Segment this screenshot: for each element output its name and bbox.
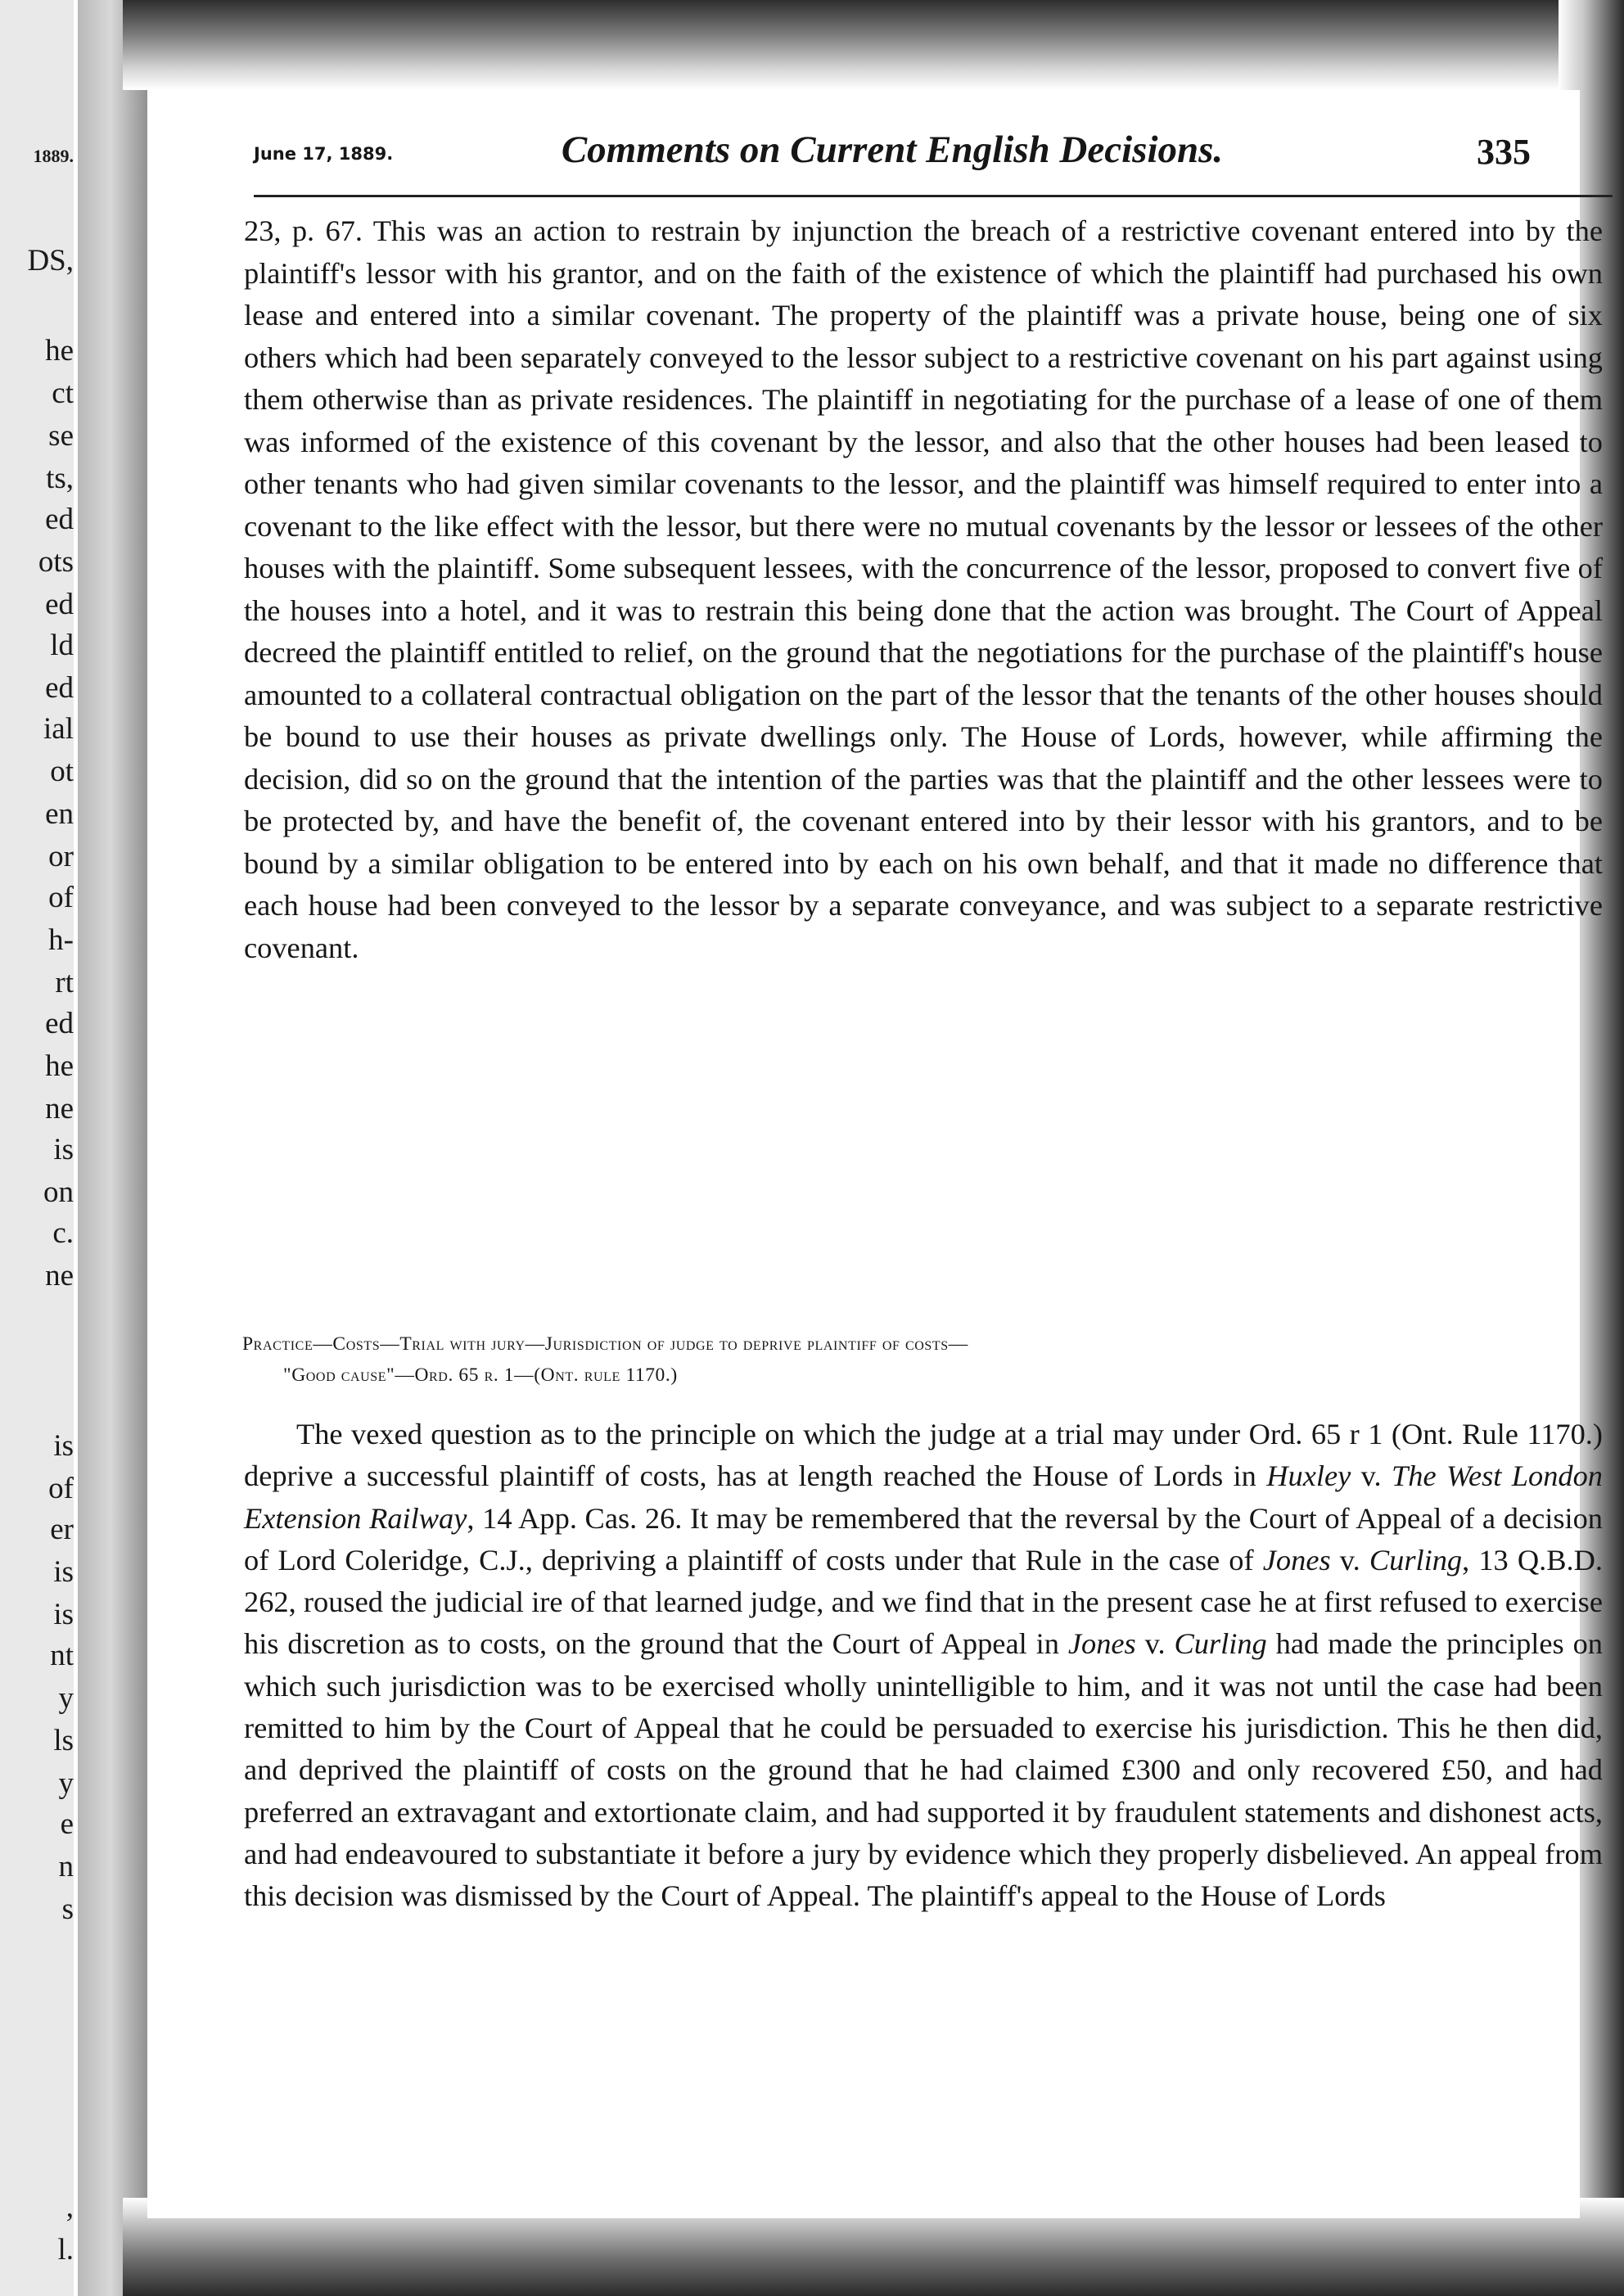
facing-page-fragment: h- bbox=[48, 923, 74, 957]
facing-page-fragment: rt bbox=[55, 966, 74, 999]
facing-page-fragment: e bbox=[60, 1807, 74, 1841]
facing-page-fragment: er bbox=[50, 1513, 74, 1546]
section2-text-d: had made the principles on which such jurisdiction was to be exercised wholly unintelligible to him, and it was not until the case had been remitted to him by the Court of Appeal that he could be persuaded to exercise his jurisdiction. This he then did, and deprived the plaintiff of costs on the ground that he had claimed £300 and only recovered £50, and had preferred an extravagant and extortionate claim, and had supported it by fraudulent statements and dishonest acts, and had endeavoured to substantiate it before a jury by evidence which they properly disbelieved. An appeal from this decision was dismissed by the Court of Appeal. The plaintiff's appeal to the House of Lords bbox=[244, 1627, 1603, 1913]
header-title: Comments on Current English Decisions. bbox=[561, 129, 1224, 171]
facing-page-fragment: ld bbox=[50, 629, 74, 662]
scan-edge-top bbox=[123, 0, 1624, 90]
header-date: June 17, 1889. bbox=[254, 144, 394, 164]
case-name-jones-2: Jones bbox=[1067, 1627, 1136, 1661]
facing-page-sliver bbox=[0, 0, 74, 2296]
facing-page-fragment: is bbox=[53, 1555, 74, 1589]
facing-page-fragment: nt bbox=[50, 1639, 74, 1672]
versus-1: v. bbox=[1351, 1459, 1392, 1493]
facing-page-fragment: ts, bbox=[46, 462, 74, 495]
facing-page-fragment: ne bbox=[45, 1092, 74, 1125]
section2-heading-line2: "Good cause"—Ord. 65 r. 1—(Ont. rule 1170.) bbox=[283, 1365, 678, 1386]
section2-heading-line1: Practice—Costs—Trial with jury—Jurisdiction of judge to deprive plaintiff of costs— bbox=[242, 1333, 968, 1355]
facing-page-fragment: he bbox=[45, 334, 74, 368]
facing-page-fragment: l. bbox=[57, 2233, 74, 2267]
facing-page-fragment: he bbox=[45, 1049, 74, 1083]
running-header bbox=[254, 120, 1531, 177]
facing-page-fragment: en bbox=[45, 797, 74, 831]
facing-page-fragment: y bbox=[58, 1766, 74, 1800]
section1-paragraph: 23, p. 67. This was an action to restrain by injunction the breach of a restrictive covenant entered into by the plaintiff's lessor with his grantor, and on the faith of the existence of which the plaintiff had purchased his own lease and entered into a similar covenant. The property of the plaintiff was a private house, being one of six others which had been separately conveyed to the lessor subject to a restrictive covenant on his part against using them otherwise than as private residences. The plaintiff in negotiating for the purchase of a lease of one of them was informed of the existence of this covenant by the lessor, and also that the other houses had been leased to other tenants who had given similar covenants to the lessor, and the plaintiff was himself required to enter into a covenant to the like effect with the lessor, but there were no mutual covenants by the lessor or lessees of the other houses with the plaintiff. Some subsequent lessees, with the concurrence of the lessor, proposed to convert five of the houses into a hotel, and it was to restrain this being done that the action was brought. The Court of Appeal decreed the plaintiff entitled to relief, on the ground that the negotiations for the purchase of the plaintiff's house amounted to a collateral contractual obligation on the part of the lessor that the tenants of the other houses should be bound to use their houses as private dwellings only. The House of Lords, however, while affirming the decision, did so on the ground that the intention of the parties was that the plaintiff and the other lessees were to be protected by, and have the benefit of, the covenant entered into by their lessor with his grantors, and to be bound by a similar obligation to be entered into by each on his own behalf, and that it made no difference that each house had been conveyed to the lessor by a separate conveyance, and was subject to a separate restrictive covenant. bbox=[244, 214, 1603, 964]
facing-page-fragment: on bbox=[43, 1175, 74, 1209]
facing-page-fragment: or bbox=[48, 840, 74, 873]
case-name-jones: Jones bbox=[1262, 1543, 1331, 1577]
case-name-west-london: The West London Extension Railway bbox=[244, 1459, 1603, 1535]
facing-page-fragment: ed bbox=[45, 671, 74, 705]
case-name-huxley: Huxley bbox=[1266, 1459, 1351, 1493]
facing-page-fragment: is bbox=[53, 1429, 74, 1463]
facing-page-fragment: s bbox=[61, 1892, 74, 1926]
facing-page-fragment: ial bbox=[43, 712, 74, 746]
facing-page-fragment: of bbox=[48, 881, 74, 914]
facing-page-fragment: ot bbox=[50, 755, 74, 788]
facing-page-fragment: DS, bbox=[27, 244, 74, 277]
section2-heading bbox=[242, 1328, 1601, 1391]
section2-paragraph bbox=[244, 1414, 1603, 1918]
section2-text bbox=[244, 1414, 1603, 1918]
versus-3: v. bbox=[1135, 1627, 1175, 1661]
header-rule bbox=[254, 195, 1613, 197]
section1-text bbox=[244, 210, 1603, 969]
document-page bbox=[147, 90, 1604, 2218]
facing-page-fragment: ls bbox=[53, 1724, 74, 1757]
facing-page-fragment: , bbox=[65, 2190, 74, 2224]
section2-text-a: The vexed question as to the principle on which the judge at a trial may under Ord. 65 r 1 (Ont. Rule 1170.) deprive a successful plaintiff of costs, has at length reached the House of Lords in bbox=[244, 1418, 1603, 1493]
facing-page-fragment: n bbox=[58, 1850, 74, 1883]
facing-page-fragment: ed bbox=[45, 503, 74, 536]
facing-page-fragment: of bbox=[48, 1472, 74, 1505]
facing-page-fragment: ct bbox=[52, 377, 74, 410]
facing-page-fragment: is bbox=[53, 1598, 74, 1631]
facing-page-fragment: se bbox=[48, 419, 74, 453]
facing-page-fragment: ed bbox=[45, 588, 74, 621]
page-number: 335 bbox=[1477, 132, 1531, 172]
section2-text-b: , 14 App. Cas. 26. It may be remembered that the reversal by the Court of Appeal of a decision of Lord Coleridge, C.J., depriving a plaintiff of costs under that Rule in the case of bbox=[244, 1501, 1603, 1577]
facing-page-fragment: ne bbox=[45, 1259, 74, 1292]
facing-page-fragment: ed bbox=[45, 1007, 74, 1040]
section2-text-c: , 13 Q.B.D. 262, roused the judicial ire of that learned judge, and we find that in the present case he at first refused to exercise his discretion as to costs, on the ground that the Court of Appeal in bbox=[244, 1543, 1604, 1661]
case-name-curling: Curling bbox=[1369, 1543, 1463, 1577]
scan-edge-left bbox=[78, 0, 151, 2296]
facing-page-fragment: y bbox=[58, 1681, 74, 1715]
facing-page-fragment: ots bbox=[38, 545, 74, 579]
case-name-curling-2: Curling bbox=[1174, 1627, 1267, 1661]
facing-page-fragment: is bbox=[53, 1133, 74, 1166]
facing-page-fragment: c. bbox=[52, 1216, 74, 1250]
facing-page-fragment: 1889. bbox=[33, 146, 74, 166]
versus-2: v. bbox=[1330, 1543, 1369, 1577]
